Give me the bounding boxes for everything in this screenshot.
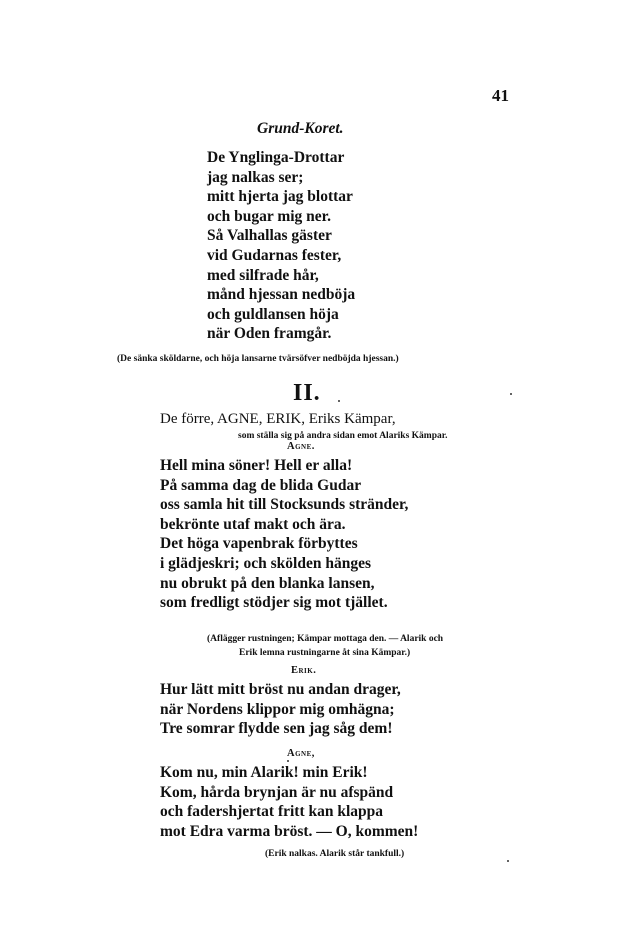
verse-line: när Oden framgår. bbox=[207, 325, 332, 343]
verse-block-agne bbox=[160, 456, 408, 613]
verse-line: jag nalkas ser; bbox=[207, 168, 304, 186]
speck-mark bbox=[510, 393, 512, 395]
verse-block-chorus bbox=[207, 148, 355, 344]
verse-line: Tre somrar flydde sen jag såg dem! bbox=[160, 720, 393, 738]
verse-line: På samma dag de blida Gudar bbox=[160, 476, 362, 494]
verse-line: mitt hjerta jag blottar bbox=[207, 188, 353, 206]
verse-line: och fadershjertat fritt kan klappa bbox=[160, 803, 384, 821]
verse-line: Kom nu, min Alarik! min Erik! bbox=[160, 764, 368, 781]
verse-line: med silfrade hår, bbox=[207, 266, 319, 284]
speaker-name: Agne, bbox=[287, 748, 315, 759]
speaker-name: Agne. bbox=[287, 441, 315, 452]
verse-line: och guldlansen höja bbox=[207, 305, 339, 323]
speaker-name: Erik. bbox=[291, 665, 317, 676]
cast-list: De förre, AGNE, ERIK, Eriks Kämpar, bbox=[160, 411, 396, 427]
verse-line: månd hjessan nedböja bbox=[207, 286, 356, 304]
section-number: II. bbox=[293, 380, 321, 406]
speck-mark bbox=[287, 760, 289, 762]
stage-direction: (De sänka sköldarne, och höja lansarne tvärsöfver nedböjda hjessan.) bbox=[117, 354, 399, 364]
verse-line: Kom, hårda brynjan är nu afspänd bbox=[160, 783, 394, 801]
chorus-heading: Grund-Koret. bbox=[257, 120, 344, 137]
verse-line: Hur lätt mitt bröst nu andan drager, bbox=[160, 681, 401, 698]
speck-mark bbox=[338, 400, 340, 402]
verse-line: bekrönte utaf makt och ära. bbox=[160, 515, 346, 533]
verse-line: oss samla hit till Stocksunds stränder, bbox=[160, 496, 409, 514]
verse-line: Så Valhallas gäster bbox=[207, 227, 332, 245]
speck-mark bbox=[507, 860, 509, 862]
page-number: 41 bbox=[492, 86, 509, 105]
verse-block-agne-2 bbox=[160, 763, 418, 841]
stage-direction bbox=[207, 632, 443, 660]
verse-line: vid Gudarnas fester, bbox=[207, 246, 342, 264]
verse-line: De Ynglinga-Drottar bbox=[207, 149, 345, 166]
verse-line: i glädjeskri; och skölden hänges bbox=[160, 554, 372, 572]
verse-line: nu obrukt på den blanka lansen, bbox=[160, 574, 375, 592]
verse-line: som fredligt stödjer sig mot tjället. bbox=[160, 594, 388, 612]
cast-note: som ställa sig på andra sidan emot Alariks Kämpar. bbox=[238, 431, 448, 441]
verse-block-erik bbox=[160, 680, 401, 739]
stage-direction-line: Erik lemna rustningarne åt sina Kämpar.) bbox=[239, 648, 411, 658]
verse-line: Hell mina söner! Hell er alla! bbox=[160, 457, 353, 474]
stage-direction: (Erik nalkas. Alarik står tankfull.) bbox=[265, 849, 405, 859]
verse-line: och bugar mig ner. bbox=[207, 207, 332, 225]
verse-line: Det höga vapenbrak förbyttes bbox=[160, 535, 358, 553]
stage-direction-line: (Aflägger rustningen; Kämpar mottaga den. — Alarik och bbox=[207, 634, 444, 644]
verse-line: när Nordens klippor mig omhägna; bbox=[160, 700, 395, 718]
verse-line: mot Edra varma bröst. — O, kommen! bbox=[160, 822, 419, 840]
